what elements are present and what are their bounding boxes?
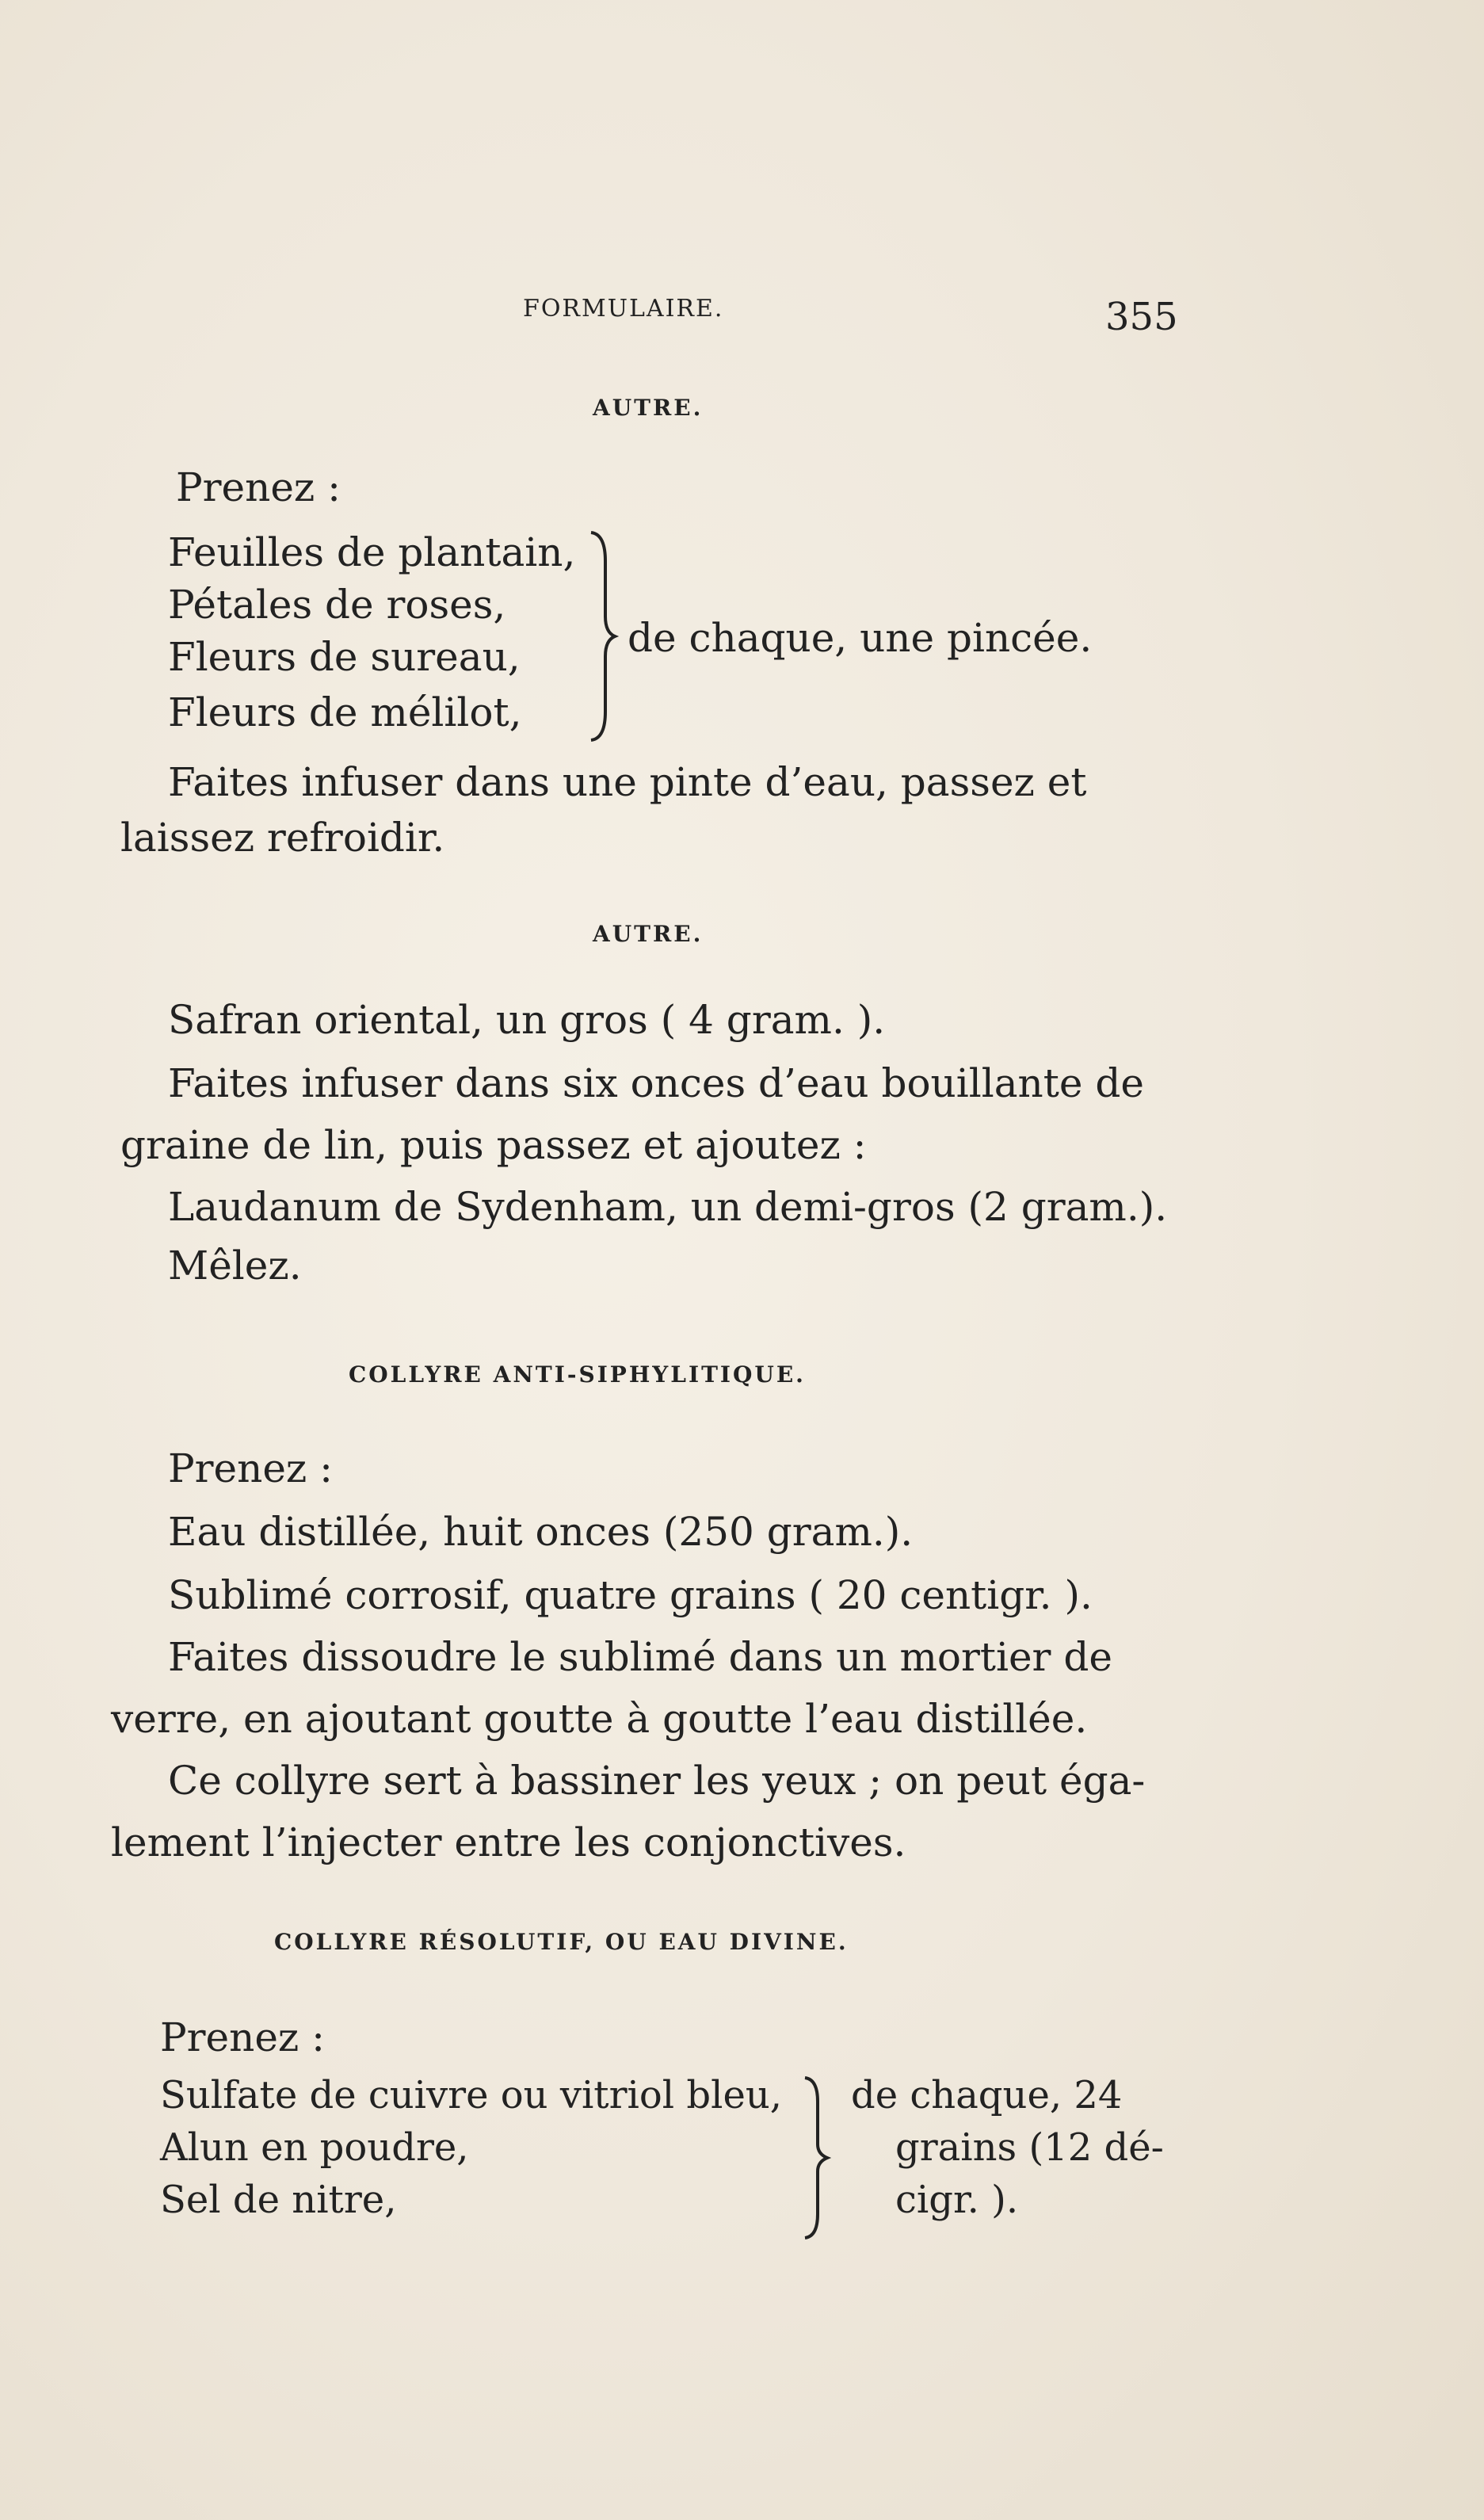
dose-text: grains (12 dé- (895, 2125, 1164, 2170)
text-line: Sublimé corrosif, quatre grains ( 20 centigr. ). (168, 1572, 1093, 1618)
text-line: Mêlez. (168, 1243, 302, 1289)
page-number: 355 (1105, 295, 1178, 339)
ingredient-line: Fleurs de mélilot, (168, 689, 522, 735)
instruction-line: laissez refroidir. (120, 815, 445, 861)
curly-brace-icon (800, 2075, 835, 2241)
ingredient-line: Alun en poudre, (160, 2125, 469, 2170)
text-line: Faites infuser dans six onces d’eau bouillante de (168, 1060, 1144, 1106)
text-line: verre, en ajoutant goutte à goutte l’eau distillée. (111, 1696, 1088, 1742)
section-heading: AUTRE. (593, 921, 704, 947)
ingredient-line: Sulfate de cuivre ou vitriol bleu, (160, 2073, 783, 2117)
text-line: Faites dissoudre le sublimé dans un mortier de (168, 1634, 1112, 1680)
text-line: Prenez : (168, 1445, 334, 1491)
running-title: FORMULAIRE. (523, 295, 724, 323)
ingredient-line: Pétales de roses, (168, 582, 506, 628)
ingredient-line: Fleurs de sureau, (168, 634, 521, 680)
section-heading: AUTRE. (593, 395, 704, 421)
ingredient-line: Feuilles de plantain, (168, 529, 576, 575)
text-line: Eau distillée, huit onces (250 gram.). (168, 1509, 914, 1555)
instruction-line: Faites infuser dans une pinte d’eau, passez et (168, 759, 1087, 805)
dose-text: cigr. ). (895, 2178, 1019, 2222)
text-line: Ce collyre sert à bassiner les yeux ; on peut éga- (168, 1758, 1146, 1804)
recipe-intro: Prenez : (160, 2014, 326, 2060)
dose-text: de chaque, une pincée. (628, 615, 1093, 661)
text-line: Safran oriental, un gros ( 4 gram. ). (168, 997, 886, 1043)
recipe-intro: Prenez : (176, 464, 341, 510)
text-line: lement l’injecter entre les conjonctives. (111, 1819, 906, 1865)
section-heading: COLLYRE RÉSOLUTIF, OU EAU DIVINE. (274, 1929, 849, 1955)
curly-brace-icon (585, 529, 624, 743)
dose-text: de chaque, 24 (851, 2073, 1123, 2117)
ingredient-line: Sel de nitre, (160, 2178, 397, 2222)
text-line: graine de lin, puis passez et ajoutez : (120, 1122, 867, 1168)
section-heading: COLLYRE ANTI-SIPHYLITIQUE. (349, 1361, 806, 1388)
text-line: Laudanum de Sydenham, un demi-gros (2 gram.). (168, 1184, 1168, 1230)
